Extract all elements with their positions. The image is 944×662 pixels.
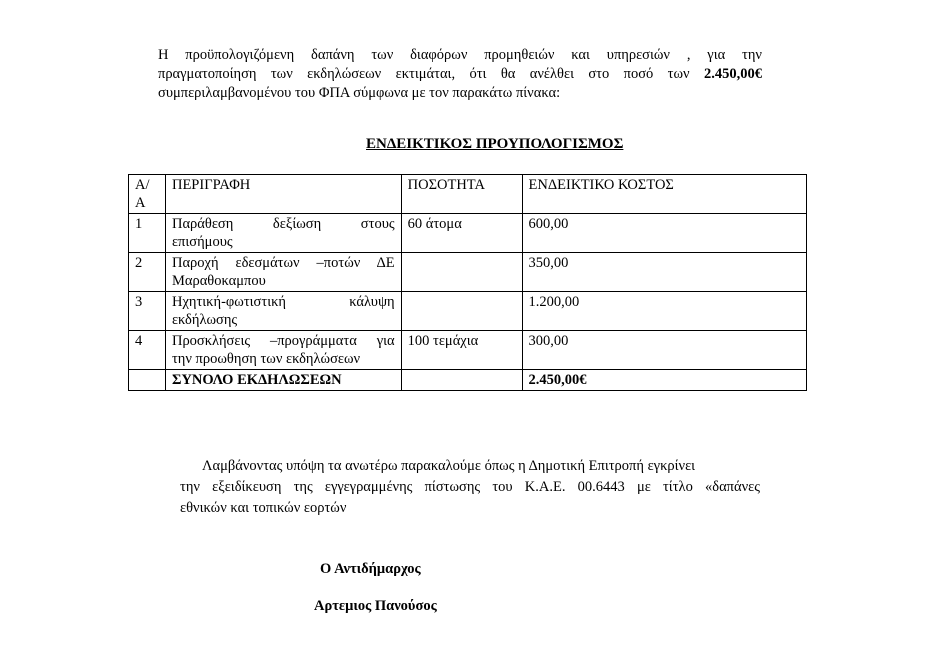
total-num xyxy=(129,370,166,391)
intro-line-1: Η προϋπολογιζόμενη δαπάνη των διαφόρων προμηθειών και υπηρεσιών , για την xyxy=(158,47,762,63)
row-description-line-2: την προωθηση των εκδηλώσεων xyxy=(171,351,361,367)
row-num: 2 xyxy=(129,253,166,292)
intro-line-2 xyxy=(158,65,762,84)
row-cost: 600,00 xyxy=(522,214,806,253)
row-quantity xyxy=(401,253,522,292)
row-description xyxy=(165,292,401,331)
row-quantity xyxy=(401,292,522,331)
row-description-line-1: Παράθεση δεξίωση στους xyxy=(171,216,395,232)
intro-line-2-text: πραγματοποίηση των εκδηλώσεων εκτιμάται, ότι θα ανέλθει στο ποσό των xyxy=(158,66,690,82)
header-cost: ΕΝΔΕΙΚΤΙΚΟ ΚΟΣΤΟΣ xyxy=(522,175,806,214)
row-quantity: 100 τεμάχια xyxy=(401,331,522,370)
header-description: ΠΕΡΙΓΡΑΦΗ xyxy=(165,175,401,214)
row-cost: 300,00 xyxy=(522,331,806,370)
signature-name: Αρτεμιος Πανούσος xyxy=(314,598,437,614)
row-description-line-1: Παροχή εδεσμάτων –ποτών ΔΕ xyxy=(171,255,395,271)
header-num-line-1: Α/ xyxy=(135,177,150,193)
header-quantity: ΠΟΣΟΤΗΤΑ xyxy=(401,175,522,214)
table-row xyxy=(129,331,807,370)
intro-line-3: συμπεριλαμβανομένου του ΦΠΑ σύμφωνα με τον παρακάτω πίνακα: xyxy=(158,85,561,101)
table-row xyxy=(129,292,807,331)
row-description-line-2: επισήμους xyxy=(171,234,233,250)
total-row xyxy=(129,370,807,391)
row-num: 1 xyxy=(129,214,166,253)
intro-amount: 2.450,00€ xyxy=(704,66,762,82)
closing-line-3: εθνικών και τοπικών εορτών xyxy=(180,500,347,516)
total-label: ΣΥΝΟΛΟ ΕΚΔΗΛΩΣΕΩΝ xyxy=(165,370,401,391)
intro-paragraph xyxy=(158,46,762,103)
budget-title: ΕΝΔΕΙΚΤΙΚΟΣ ΠΡΟΥΠΟΛΟΓΙΣΜΟΣ xyxy=(366,136,624,152)
table-row xyxy=(129,253,807,292)
row-description-line-2: εκδήλωσης xyxy=(171,312,238,328)
row-description xyxy=(165,331,401,370)
closing-paragraph xyxy=(180,456,760,519)
header-num-line-2: Α xyxy=(135,195,146,211)
signature-role: Ο Αντιδήμαρχος xyxy=(320,561,421,577)
row-description-line-1: Προσκλήσεις –προγράμματα για xyxy=(171,333,395,349)
total-quantity xyxy=(401,370,522,391)
closing-line-2: την εξειδίκευση της εγγεγραμμένης πίστωσης του Κ.Α.Ε. 00.6443 με τίτλο «δαπάνες xyxy=(180,479,760,495)
table-row xyxy=(129,214,807,253)
header-num xyxy=(129,175,166,214)
total-cost: 2.450,00€ xyxy=(522,370,806,391)
row-description xyxy=(165,214,401,253)
row-description-line-1: Ηχητική-φωτιστική κάλυψη xyxy=(171,294,395,310)
row-cost: 1.200,00 xyxy=(522,292,806,331)
row-num: 3 xyxy=(129,292,166,331)
table-header-row xyxy=(129,175,807,214)
row-cost: 350,00 xyxy=(522,253,806,292)
closing-line-1: Λαμβάνοντας υπόψη τα ανωτέρω παρακαλούμε όπως η Δημοτική Επιτροπή εγκρίνει xyxy=(202,458,696,474)
row-quantity: 60 άτομα xyxy=(401,214,522,253)
row-description xyxy=(165,253,401,292)
row-num: 4 xyxy=(129,331,166,370)
row-description-line-2: Μαραθοκαμπου xyxy=(171,273,266,289)
budget-table xyxy=(128,174,807,391)
